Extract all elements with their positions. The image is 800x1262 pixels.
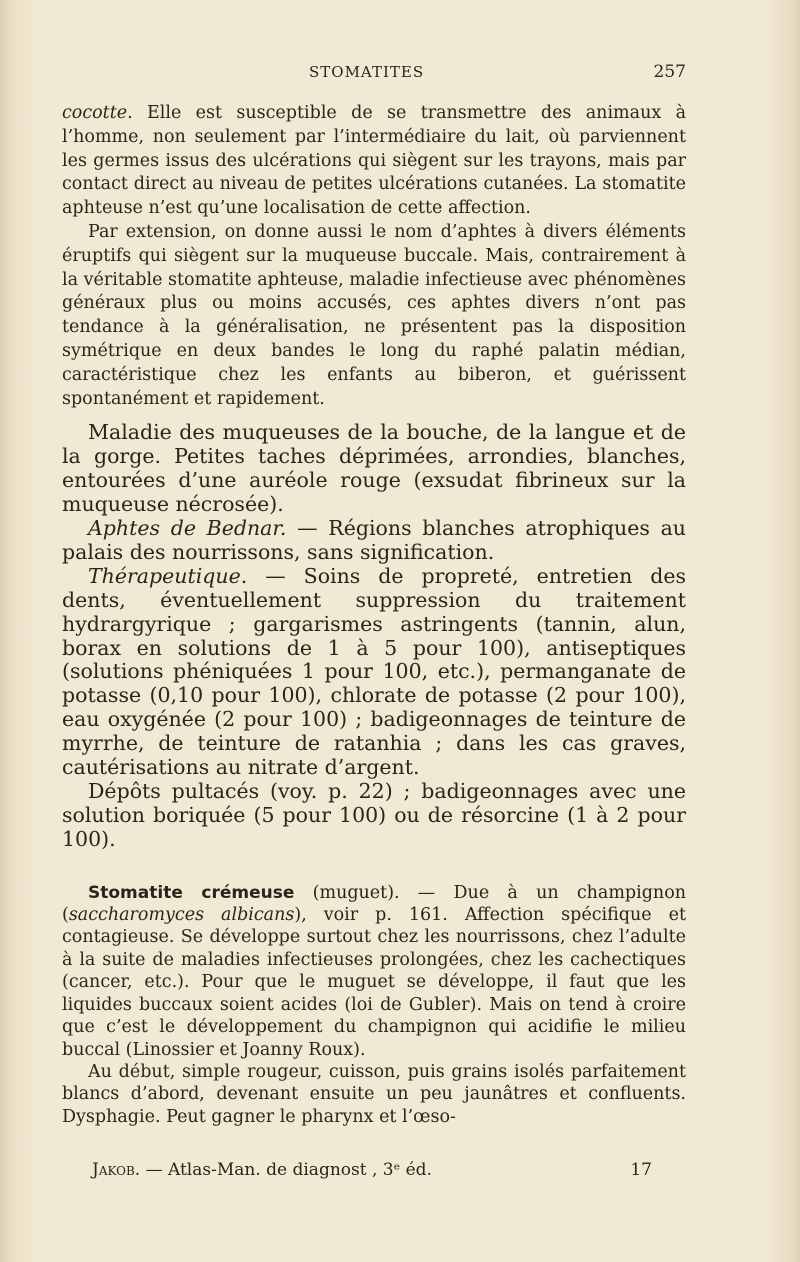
paragraph-lead: Aphtes de Bednar. [88,515,287,540]
paragraph-text: — Soins de propreté, entretien des dents, éventuellement suppression du traitement hydrargyrique ; gargarismes astringents (tannin, alun, borax en solutions de 1 à 5 pour 100), antiseptiques (solutions phéniquées 1 pour 100, etc.), permanganate de potasse (0,10 pour 100), chlorate de potasse (2 pour 100), eau oxygénée (2 pour 100) ; badigeonnages de teinture de myrrhe, de teinture de ratanhia ; dans les cas graves, cautérisations au nitrate d’argent. [62,563,686,780]
page-number: 257 [653,62,686,82]
paragraph-text: ), voir p. 161. Affection spécifique et contagieuse. Se développe surtout chez les nourrissons, chez l’adulte à la suite de maladies infectieuses prolongées, chez les cachectiques (cancer, etc.). Pour que le muguet se développe, il faut que les liquides buccaux soient acides (loi de Gubler). Mais on tend à croire que c’est le développement du champignon qui acidifie le milieu buccal (Linossier et Joanny Roux). [62,905,686,1060]
paragraph-therapeutique [62,565,686,780]
paragraph-muguet [62,882,686,1061]
paragraph-debut: Au début, simple rougeur, cuisson, puis grains isolés parfaitement blancs d’abord, devenant ensuite un peu jaunâtres et confluents. Dysphagie. Peut gagner le pharynx et l’œso- [62,1061,686,1127]
page-footer [92,1160,652,1180]
section-heading: Stomatite crémeuse [88,882,295,903]
paragraph-lead: cocotte. [62,103,133,123]
paragraph-text: Elle est susceptible de se transmettre des animaux à l’homme, non seulement par l’intermédiaire du lait, où parviennent les germes issus des ulcérations qui siègent sur les trayons, mais par contact direct au niveau de petites ulcérations cutanées. La stomatite aphteuse n’est qu’une localisation de cette affection. [62,103,686,219]
paragraph-text: (muguet). — Due à un champignon ( [62,882,687,926]
description-section [62,421,686,851]
paragraph-cocotte [62,102,686,221]
paragraph-bednar [62,517,686,565]
paragraph-text: — Régions blanches atrophiques au palais des nourrissons, sans signification. [62,515,686,564]
running-title: STOMATITES [309,63,425,81]
paragraph-extension: Par extension, on donne aussi le nom d’aphtes à divers éléments éruptifs qui siègent sur la muqueuse buccale. Mais, contrairement à la véritable stomatite aphteuse, maladie infectieuse avec phénomènes généraux plus ou moins accusés, ces aphtes divers n’ont pas tendance à la généralisation, ne présentent pas la disposition symétrique en deux bandes le long du raphé palatin médian, caractéristique chez les enfants au biberon, et guérissent spontanément et rapidement. [62,221,686,409]
page-content [62,62,686,1128]
footer-author: Jakob. [92,1160,141,1180]
footer-signature: 17 [630,1160,652,1180]
paragraph-lead: Thérapeutique. [88,563,248,588]
paragraph-maladie: Maladie des muqueuses de la bouche, de la langue et de la gorge. Petites taches déprimées, arrondies, blanches, entourées d’une auréole rouge (exsudat fibrineux sur la muqueuse nécrosée). [62,420,686,517]
muguet-section [62,882,686,1128]
footer-title: — Atlas-Man. de diagnost , 3ᵉ éd. [140,1160,432,1180]
aphtes-section [62,102,686,411]
paragraph-depots: Dépôts pultacés (voy. p. 22) ; badigeonnages avec une solution boriquée (5 pour 100) ou de résorcine (1 à 2 pour 100). [62,778,686,851]
footer-citation [92,1160,432,1180]
running-head [62,62,686,82]
species-name: saccharomyces albicans [68,905,295,926]
